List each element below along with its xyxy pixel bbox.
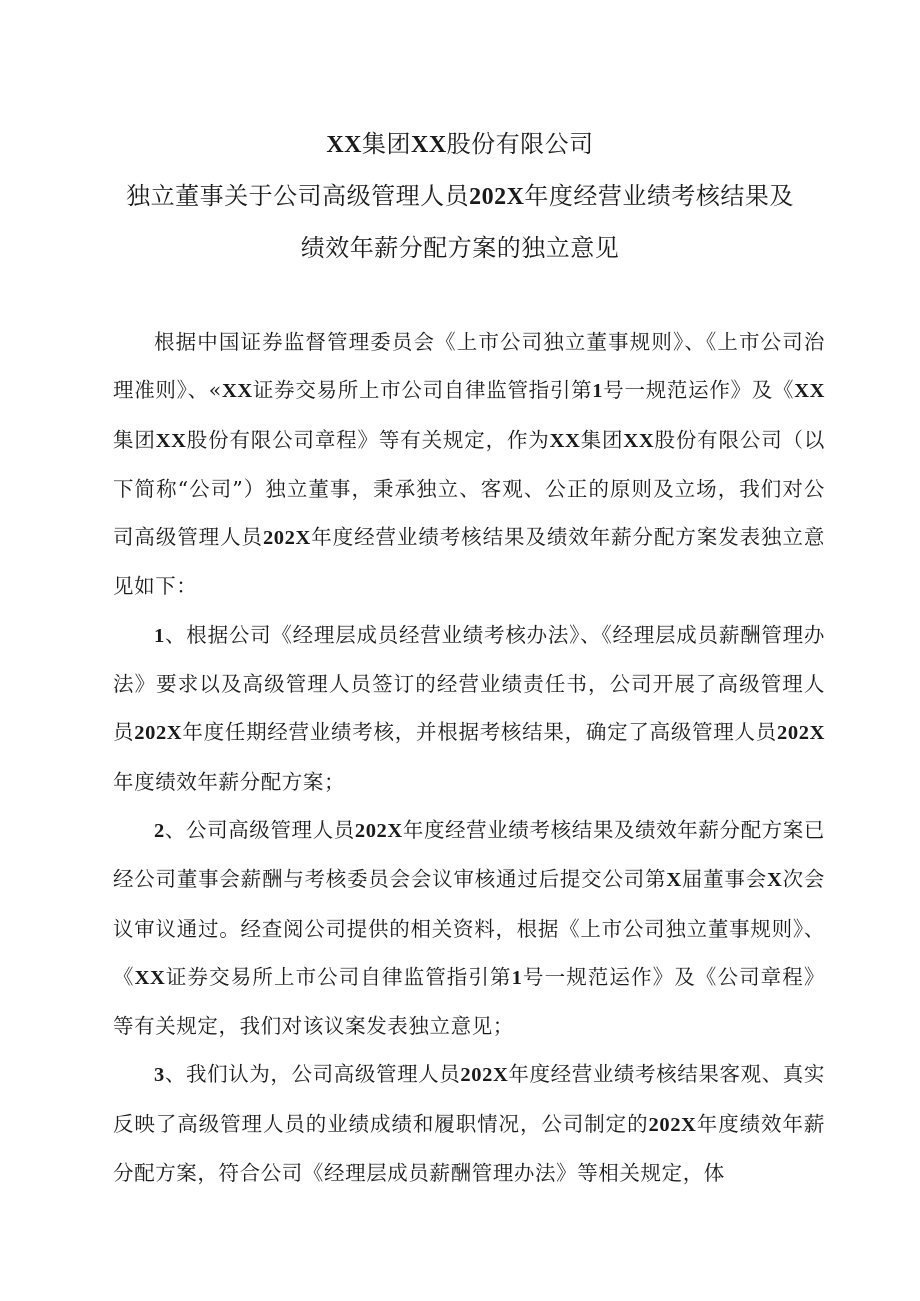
document-title [80, 118, 840, 274]
paragraph-intro: 根据中国证券监督管理委员会《上市公司独立董事规则》、《上市公司治理准则》、«XX证券交易所上市公司自律监管指引第1号一规范运作》及《XX集团XX股份有限公司章程》等有关规定，作为XX集团XX股份有限公司（以下简称“公司”）独立董事，秉承独立、客观、公正的原则及立场，我们对公司高级管理人员202X年度经营业绩考核结果及绩效年薪分配方案发表独立意见如下： [113, 330, 826, 599]
title-line-subject: 独立董事关于公司高级管理人员202X年度经营业绩考核结果及 [126, 182, 794, 210]
title-line-company: XX集团XX股份有限公司 [326, 130, 594, 158]
title-line-subject-cont: 绩效年薪分配方案的独立意见 [300, 234, 620, 262]
paragraph-item-1: 1、根据公司《经理层成员经营业绩考核办法》、《经理层成员薪酬管理办法》要求以及高级管理人员签订的经营业绩责任书，公司开展了高级管理人员202X年度任期经营业绩考核，并根据考核结果，确定了高级管理人员202X年度绩效年薪分配方案； [113, 622, 825, 794]
document-body [113, 318, 825, 1197]
paragraph-item-2: 2、公司高级管理人员202X年度经营业绩考核结果及绩效年薪分配方案已经公司董事会薪酬与考核委员会会议审核通过后提交公司第X届董事会X次会议审议通过。经查阅公司提供的相关资料，根据《上市公司独立董事规则》、《XX证券交易所上市公司自律监管指引第1号一规范运作》及《公司章程》等有关规定，我们对该议案发表独立意见； [113, 817, 826, 1039]
paragraph-item-3: 3、我们认为，公司高级管理人员202X年度经营业绩考核结果客观、真实反映了高级管理人员的业绩成绩和履职情况，公司制定的202X年度绩效年薪分配方案，符合公司《经理层成员薪酬管理办法》等相关规定，体 [113, 1062, 826, 1186]
